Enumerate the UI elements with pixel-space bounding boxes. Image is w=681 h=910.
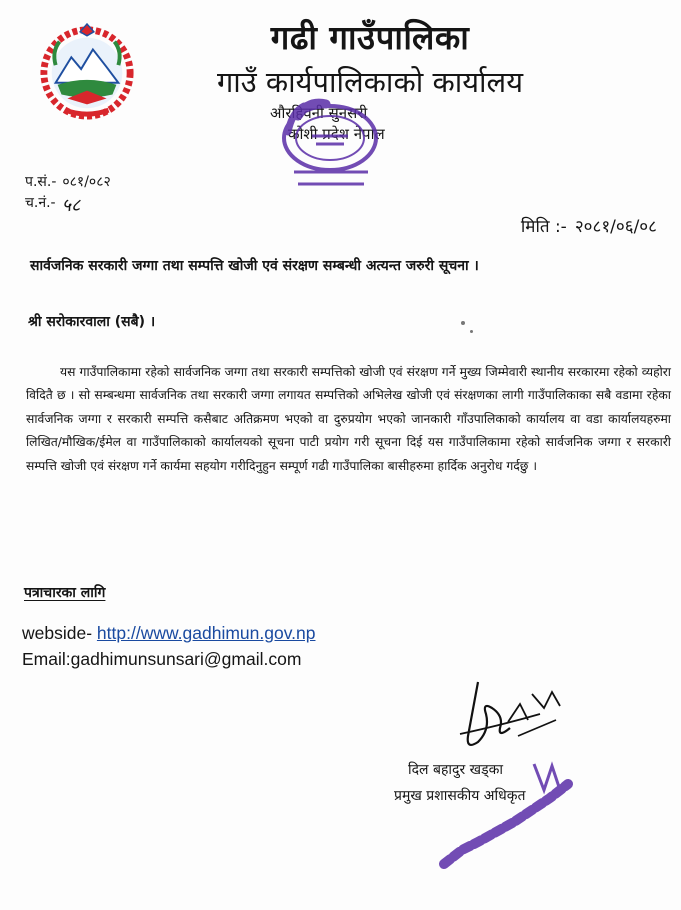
email-row [22,649,301,670]
org-name: गढी गाउँपालिका [270,18,470,57]
ref-ps-value: ०८१/०८२ [62,174,111,190]
nepal-emblem-icon [38,22,136,120]
website-link[interactable]: http://www.gadhimun.gov.np [96,623,316,643]
date-line [521,214,657,237]
ref-cn-label: च.नं.- [25,195,56,211]
scan-speck [461,321,465,325]
signatory-name: दिल बहादुर खड्का [408,762,503,778]
ref-ps-label: प.सं.- [25,174,57,190]
ref-cn-row [25,193,80,217]
email-label: Email: [22,649,71,669]
office-name: गाउँ कार्यपालिकाको कार्यालय [216,65,524,99]
address-line-1: औरहिवनी सुनसरी [270,104,368,122]
contact-title: पत्राचारका लागि [24,585,106,601]
signatory-stamp-icon [438,760,578,870]
ref-cn-value: ५८ [61,195,81,216]
website-label: webside- [22,623,93,643]
ref-ps-row [25,172,111,191]
address-line-2: कोशी प्रदेश नेपाल [288,125,385,143]
website-row [22,623,315,644]
date-value: २०८१/०६/०८ [574,217,657,237]
scan-speck [470,330,473,333]
email-address: gadhimunsunsari@gmail.com [70,649,302,669]
subject-line: सार्वजनिक सरकारी जग्गा तथा सम्पत्ति खोजी एवं संरक्षण सम्बन्धी अत्यन्त जरुरी सूचना । [30,258,479,274]
salutation: श्री सरोकारवाला (सबै) । [28,314,156,330]
date-label: मिति :- [520,217,567,237]
signatory-title: प्रमुख प्रशासकीय अधिकृत [394,788,526,804]
body-paragraph: यस गाउँपालिकामा रहेको सार्वजनिक जग्गा तथा सरकारी सम्पत्तिको खोजी एवं संरक्षण गर्ने मुख्य जिम्मेवारी स्थानीय सरकारमा रहेको व्यहोरा विदितै छ । सो सम्बन्धमा सार्वजनिक तथा सरकारी जग्गा लगायत सम्पत्तिको अभिलेख खोजी एवं संरक्षणका लागी गाउँपालिकाका सबै वडामा रहेका सार्वजनिक जग्गा र सरकारी सम्पत्ति कसैबाट अतिक्रमण भएको वा दुरुप्रयोग भएको जानकारी गाँउपालिकाको कार्यालय वा वडा कार्यालयहरुमा लिखित/मौखिक/ईमेल वा गाउँपालिकाको कार्यालयको सूचना पाटी प्रयोग गरी सूचना दिई यस गाउँपालिकामा रहेको सार्वजनिक जग्गा र सरकारी सम्पत्ति खोजी एवं संरक्षण गर्ने कार्यमा सहयोग गरीदिनुहुन सम्पूर्ण गढी गाउँपालिका बासीहरुमा हार्दिक अनुरोध गर्दछु । [26,365,671,473]
office-stamp-icon [268,92,388,192]
signature-icon [448,664,568,764]
